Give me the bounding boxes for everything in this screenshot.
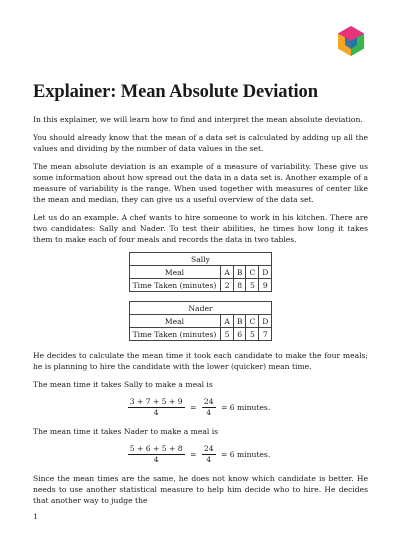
- row-header: Time Taken (minutes): [129, 328, 221, 341]
- fraction: [128, 444, 185, 465]
- table-cell: 9: [259, 279, 272, 292]
- table-cell: 7: [259, 328, 272, 341]
- table-caption: Nader: [129, 302, 272, 315]
- denominator: 4: [153, 455, 159, 464]
- paragraph-decision: He decides to calculate the mean time it took each candidate to make the four meals; he is planning to hire the candidate with the lower (quicker) mean time.: [33, 351, 368, 371]
- table-cell: 6: [233, 328, 246, 341]
- paragraph-mad-definition: The mean absolute deviation is an example of a measure of variability. These give us some information about how spread out the data in a data set is. Another example of a measure of variability is the range. When used together with measures of center like the mean and median, they can give us a useful overview of the data set.: [33, 162, 368, 204]
- row-header: Time Taken (minutes): [129, 279, 221, 292]
- numerator: 3 + 7 + 5 + 9: [129, 397, 183, 406]
- paragraph-sally-mean: The mean time it takes Sally to make a meal is: [33, 380, 213, 389]
- paragraph-example: Let us do an example. A chef wants to hire someone to work in his kitchen. There are two candidates: Sally and Nader. To test their abilities, he times how long it takes them to make each of four meals and records the data in two tables.: [33, 213, 368, 244]
- page-title: Explainer: Mean Absolute Deviation: [33, 82, 318, 102]
- table-cell: D: [259, 315, 272, 328]
- result: = 6 minutes.: [220, 403, 271, 412]
- table-cell: C: [246, 315, 259, 328]
- table-cell: 5: [246, 328, 259, 341]
- page-number: 1: [33, 512, 38, 521]
- denominator: 4: [153, 408, 159, 417]
- nagwa-logo-icon: [336, 26, 366, 56]
- nader-table-wrap: [33, 301, 368, 341]
- sally-table-wrap: [33, 252, 368, 292]
- equals-sign: =: [190, 450, 197, 459]
- paragraph-intro: In this explainer, we will learn how to find and interpret the mean absolute deviation.: [33, 115, 363, 124]
- fraction: [202, 444, 216, 465]
- numerator: 24: [203, 444, 214, 453]
- table-cell: 5: [246, 279, 259, 292]
- fraction: [128, 397, 185, 418]
- table-cell: 5: [221, 328, 233, 341]
- sally-mean-equation: [33, 397, 368, 418]
- table-cell: D: [259, 266, 272, 279]
- row-header: Meal: [129, 315, 221, 328]
- row-header: Meal: [129, 266, 221, 279]
- table-cell: 8: [233, 279, 246, 292]
- table-cell: A: [221, 266, 233, 279]
- table-caption: Sally: [129, 253, 272, 266]
- table-cell: 2: [221, 279, 233, 292]
- denominator: 4: [206, 455, 212, 464]
- result: = 6 minutes.: [220, 450, 271, 459]
- sally-table: [129, 252, 273, 292]
- paragraph-mean-definition: You should already know that the mean of a data set is calculated by adding up all the values and dividing by the number of data values in the set.: [33, 133, 368, 153]
- nader-table: [129, 301, 273, 341]
- equals-sign: =: [190, 403, 197, 412]
- table-cell: A: [221, 315, 233, 328]
- fraction: [202, 397, 216, 418]
- document-body: [33, 82, 368, 513]
- numerator: 5 + 6 + 5 + 8: [129, 444, 183, 453]
- table-cell: B: [233, 266, 246, 279]
- nader-mean-equation: [33, 444, 368, 465]
- table-cell: B: [233, 315, 246, 328]
- paragraph-conclusion: Since the mean times are the same, he does not know which candidate is better. He needs to use another statistical measure to help him decide who to hire. He decides that another way to judge the: [33, 474, 368, 505]
- numerator: 24: [203, 397, 214, 406]
- paragraph-nader-mean: The mean time it takes Nader to make a meal is: [33, 427, 219, 436]
- denominator: 4: [206, 408, 212, 417]
- table-cell: C: [246, 266, 259, 279]
